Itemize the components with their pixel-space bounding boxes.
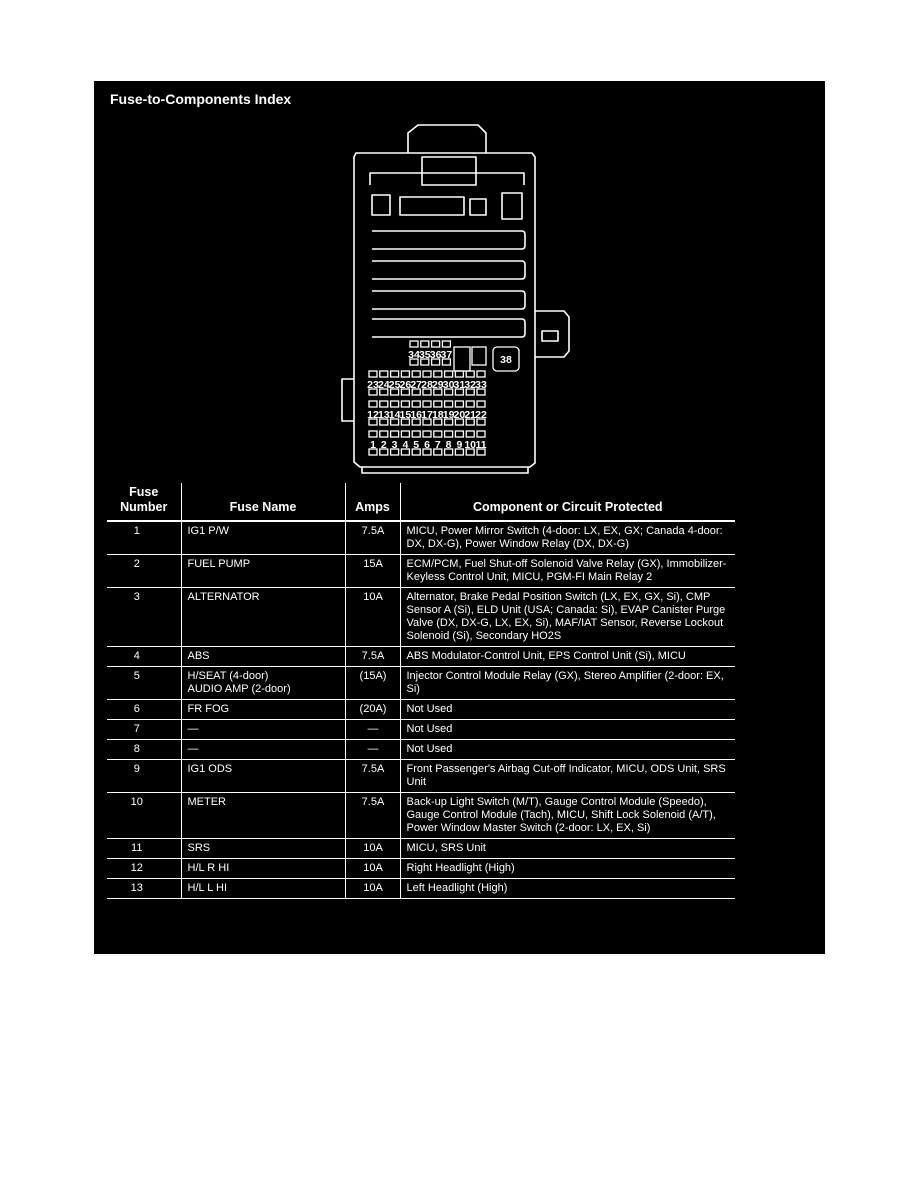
cell-fuse-name: H/L L HI [181,879,345,899]
cell-fuse-number: 8 [107,740,181,760]
fuse-number-label: 32 [464,379,477,391]
fuse-slot-row1 [445,431,453,437]
cell-component: Not Used [400,740,735,760]
fuse-slot-row2 [412,401,420,407]
cell-component: MICU, SRS Unit [400,839,735,859]
cell-fuse-number: 10 [107,793,181,839]
cell-fuse-name: — [181,720,345,740]
cell-fuse-name: FR FOG [181,700,345,720]
fuse-slot-row2 [455,401,463,407]
fuse-slot-row3 [466,371,474,377]
cell-fuse-name: — [181,740,345,760]
header-fuse-name: Fuse Name [181,483,345,521]
fuse-number-label: 33 [475,379,487,391]
cell-amps: 7.5A [345,793,400,839]
fuse-number-label: 25 [388,379,401,391]
table-row [107,647,735,667]
fuse-slot-row2 [391,401,399,407]
fuse-slot-upper [442,341,450,347]
fuse-number-label: 13 [377,409,390,421]
top-connector [408,125,486,153]
fuse-slot-row1 [423,431,431,437]
cell-amps: 7.5A [345,760,400,793]
cell-amps: — [345,720,400,740]
fuse-number-label: 21 [464,409,477,421]
fuse-number-label: 26 [399,379,412,391]
side-tab-right [535,311,569,357]
cell-fuse-name: IG1 P/W [181,521,345,555]
table-row [107,740,735,760]
relay-slot [372,261,525,279]
fuse-number-label: 36 [429,349,442,361]
fuse-number-label: 31 [453,379,466,391]
fuse-number-label: 12 [367,409,379,421]
cell-amps: 10A [345,859,400,879]
fuse-number-label: 17 [421,409,433,421]
cell-fuse-number: 3 [107,588,181,647]
fuse-number-label: 18 [431,409,444,421]
cell-fuse-name: H/SEAT (4-door) AUDIO AMP (2-door) [181,667,345,700]
cell-component: Alternator, Brake Pedal Position Switch (LX, EX, GX, Si), CMP Sensor A (Si), ELD Unit (USA; Canada: Si), EVAP Canister Purge Valve (DX, DX-G, LX, EX, Si), MAF/IAT Sensor, Reverse Lockout Solenoid (Si), Secondary HO2S [400,588,735,647]
table-row [107,588,735,647]
side-tab-left [342,379,354,421]
side-tab-hole [542,331,558,341]
fuse-slot-row1 [369,431,377,437]
fuse-number-label: 6 [424,439,430,451]
cell-fuse-name: FUEL PUMP [181,555,345,588]
header-fuse-number: Fuse Number [107,483,181,521]
cell-fuse-number: 6 [107,700,181,720]
fuse-slot-upper [421,341,429,347]
fuse-slot-upper [410,341,418,347]
fuse-slot-row1 [391,431,399,437]
table-row [107,760,735,793]
cell-fuse-number: 4 [107,647,181,667]
fuse-number-label: 4 [402,439,409,451]
fuse-slot-upper [432,341,440,347]
cell-amps: — [345,740,400,760]
cell-fuse-number: 5 [107,667,181,700]
cell-amps: 7.5A [345,647,400,667]
cell-fuse-number: 13 [107,879,181,899]
upper-rail [370,173,524,185]
relay-small [372,195,390,215]
fuse-slot-row2 [380,401,388,407]
fuse-slot-row2 [477,401,485,407]
fuse-number-label: 7 [434,439,441,451]
header-component: Component or Circuit Protected [400,483,735,521]
fuse-number-label: 27 [410,379,423,391]
cell-fuse-number: 9 [107,760,181,793]
base-plate [362,467,528,473]
fuse-slot-row1 [380,431,388,437]
fuse-number-label: 9 [456,439,463,451]
fuse-number-label: 37 [440,349,453,361]
table-row [107,720,735,740]
cell-amps: (15A) [345,667,400,700]
table-row [107,667,735,700]
cell-component: Injector Control Module Relay (GX), Stereo Amplifier (2-door: EX, Si) [400,667,735,700]
fuse-slot-row3 [455,371,463,377]
fuse-slot-row3 [445,371,453,377]
cell-amps: (20A) [345,700,400,720]
table-row [107,839,735,859]
fuse-number-label: 34 [408,349,420,361]
cell-fuse-number: 7 [107,720,181,740]
table-row [107,879,735,899]
fuse-slot-row3 [391,371,399,377]
fuse-box-diagram [94,81,825,481]
fuse-slot-row1 [477,431,485,437]
table-row [107,555,735,588]
fuse-slot-row1 [412,431,420,437]
table-row [107,700,735,720]
fuse-number-label: 16 [410,409,423,421]
relay-slot [372,231,525,249]
cell-amps: 7.5A [345,521,400,555]
fuse-number-label: 10 [464,439,477,451]
fuse-number-label: 20 [453,409,466,421]
fuse-number-label: 3 [391,439,398,451]
fuse-slot-row2 [434,401,442,407]
fuse-number-label: 30 [442,379,455,391]
fuse-number-label: 11 [475,439,487,451]
fuse-slot-row1 [455,431,463,437]
fuse-slot-row2 [401,401,409,407]
connector-socket [422,157,476,185]
cell-fuse-number: 1 [107,521,181,555]
cell-fuse-name: H/L R HI [181,859,345,879]
fuse-slot-row2 [423,401,431,407]
cell-fuse-number: 2 [107,555,181,588]
fuse-number-label: 35 [418,349,431,361]
fuse-slot-row2 [466,401,474,407]
relay-small [470,199,486,215]
cell-amps: 15A [345,555,400,588]
fuse-table [107,483,735,899]
fuse-slot-row1 [466,431,474,437]
fuse-number-label: 15 [399,409,412,421]
cell-amps: 10A [345,879,400,899]
cell-component: MICU, Power Mirror Switch (4-door: LX, EX, GX; Canada 4-door: DX, DX-G), Power Window Relay (DX, DX-G) [400,521,735,555]
fuse-number-label: 28 [421,379,433,391]
fuse-slot-row2 [445,401,453,407]
header-amps: Amps [345,483,400,521]
cell-fuse-name: IG1 ODS [181,760,345,793]
fuse-number-label: 22 [475,409,487,421]
cell-component: Not Used [400,720,735,740]
fuse-number-label: 23 [367,379,379,391]
fuse-number-label: 5 [413,439,420,451]
cell-amps: 10A [345,588,400,647]
fuse-slot-row1 [434,431,442,437]
fuse-index-panel [94,81,825,954]
cell-component: Back-up Light Switch (M/T), Gauge Control Module (Speedo), Gauge Control Module (Tach), MICU, Shift Lock Solenoid (A/T), Power Window Master Switch (2-door: LX, EX, Si) [400,793,735,839]
relay-slot [372,291,525,309]
table-row [107,859,735,879]
fuse-number-label: 14 [388,409,401,421]
fuse-number-label: 19 [442,409,455,421]
cell-component: ABS Modulator-Control Unit, EPS Control Unit (Si), MICU [400,647,735,667]
relay-block [400,197,464,215]
cell-fuse-name: ABS [181,647,345,667]
table-row [107,793,735,839]
cell-component: Right Headlight (High) [400,859,735,879]
fuse-number-label: 29 [431,379,444,391]
fuse-number-label: 1 [370,439,376,451]
relay-small [502,193,522,219]
table-header-row [107,483,735,521]
fuse-number-label: 24 [377,379,390,391]
fuse-number-label: 8 [445,439,452,451]
relay-slot [372,319,525,337]
table-row [107,521,735,555]
cell-fuse-name: SRS [181,839,345,859]
fuse-slot-row2 [369,401,377,407]
fuse-slot-spare [472,347,486,365]
cell-fuse-number: 11 [107,839,181,859]
fuse-slot-row3 [412,371,420,377]
cell-fuse-name: ALTERNATOR [181,588,345,647]
fuse-slot-row3 [423,371,431,377]
cell-component: Left Headlight (High) [400,879,735,899]
page-title: Fuse-to-Components Index [110,91,292,107]
fuse-slot-row1 [401,431,409,437]
cell-fuse-name: METER [181,793,345,839]
fuse-number-label: 2 [380,439,387,451]
cell-component: Front Passenger's Airbag Cut-off Indicator, MICU, ODS Unit, SRS Unit [400,760,735,793]
fuse-slot-row3 [477,371,485,377]
cell-fuse-number: 12 [107,859,181,879]
cell-amps: 10A [345,839,400,859]
fuse-slot-row3 [401,371,409,377]
fuse-38-label: 38 [500,354,512,366]
cell-component: ECM/PCM, Fuel Shut-off Solenoid Valve Relay (GX), Immobilizer-Keyless Control Unit, MICU, PGM-FI Main Relay 2 [400,555,735,588]
fuse-slot-spare [454,347,470,371]
fuse-slot-row3 [380,371,388,377]
fuse-slot-row3 [369,371,377,377]
fuse-slot-row3 [434,371,442,377]
cell-component: Not Used [400,700,735,720]
